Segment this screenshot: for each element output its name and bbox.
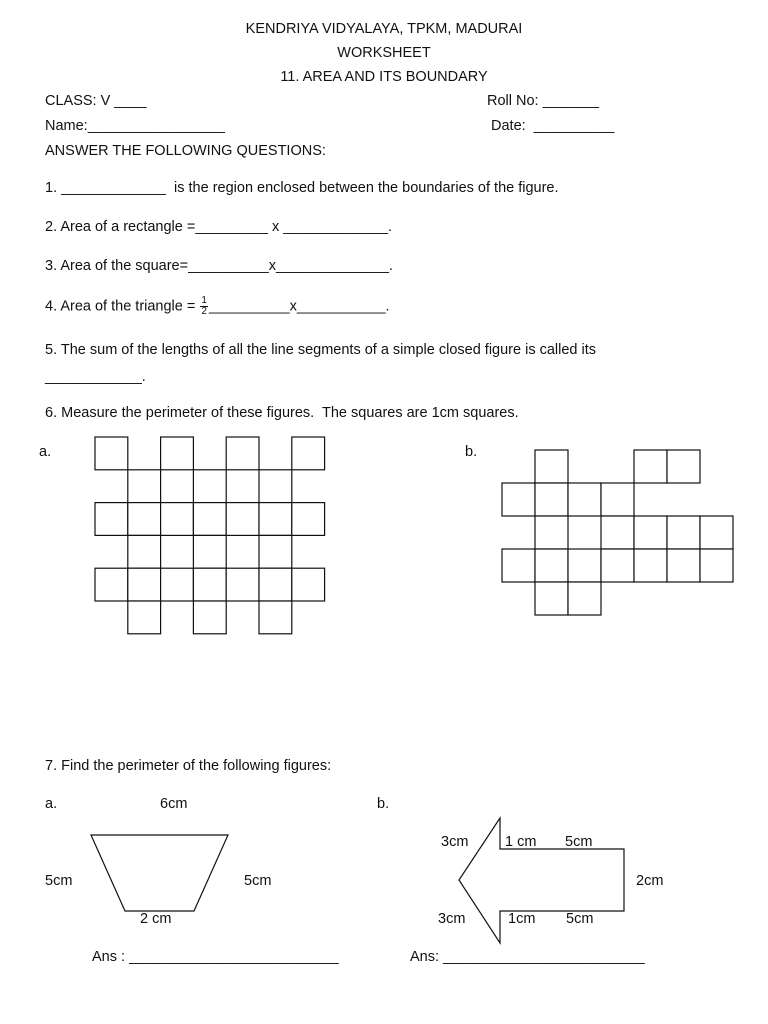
question-5: 5. The sum of the lengths of all the line segments of a simple closed figure is called its — [45, 342, 597, 358]
grid-a-square — [292, 568, 325, 601]
grid-a-square — [259, 503, 292, 536]
grid-a-square — [161, 503, 194, 536]
grid-a-square — [226, 437, 259, 470]
grid-b-square — [535, 516, 568, 549]
grid-a-square — [95, 437, 128, 470]
grid-a-square — [128, 568, 161, 601]
grid-a-square — [259, 470, 292, 503]
grid-b-square — [568, 549, 601, 582]
trapezoid-left-label: 5cm — [45, 873, 73, 889]
grid-a-square — [193, 503, 226, 536]
grid-b-square — [634, 516, 667, 549]
arrow-upper-notch-label: 1 cm — [505, 834, 537, 850]
grid-b-square — [700, 549, 733, 582]
arrow-lower-notch-label: 1cm — [508, 911, 536, 927]
grid-a-square — [128, 470, 161, 503]
arrow-lower-body-label: 5cm — [566, 911, 594, 927]
arrow-lower-head-label: 3cm — [438, 911, 466, 927]
grid-b-square — [667, 450, 700, 483]
grid-b-square — [601, 516, 634, 549]
worksheet-title: WORKSHEET — [337, 45, 431, 61]
grid-a-square — [226, 568, 259, 601]
grid-a-square — [161, 568, 194, 601]
grid-a-square — [193, 535, 226, 568]
grid-a-square — [193, 601, 226, 634]
question-7b-label: b. — [377, 796, 390, 812]
grid-a-square — [128, 503, 161, 536]
question-2: 2. Area of a rectangle =_________ x _____________. — [45, 219, 393, 235]
question-1: 1. _____________ is the region enclosed between the boundaries of the figure. — [45, 180, 559, 196]
grid-b-square — [601, 483, 634, 516]
fraction-numerator: 1 — [201, 295, 207, 306]
question-6a-label: a. — [39, 444, 52, 460]
grid-a-square — [292, 437, 325, 470]
grid-b-square — [502, 549, 535, 582]
grid-b-square — [568, 483, 601, 516]
grid-a-square — [128, 601, 161, 634]
grid-b-square — [502, 483, 535, 516]
trapezoid-top-label: 6cm — [160, 796, 188, 812]
question-5-blank: ____________. — [45, 369, 146, 385]
question-7: 7. Find the perimeter of the following figures: — [45, 758, 332, 774]
grid-b-square — [535, 450, 568, 483]
question-4-prefix: 4. Area of the triangle = — [45, 298, 200, 315]
grid-a-square — [193, 568, 226, 601]
roll-no-field: Roll No: _______ — [487, 93, 600, 109]
trapezoid-figure — [91, 835, 228, 911]
question-6: 6. Measure the perimeter of these figures. The squares are 1cm squares. — [45, 405, 519, 421]
grid-a-square — [161, 437, 194, 470]
trapezoid-right-label: 5cm — [244, 873, 272, 889]
question-6b-label: b. — [465, 444, 478, 460]
instruction-heading: ANSWER THE FOLLOWING QUESTIONS: — [45, 143, 326, 159]
grid-a-square — [95, 503, 128, 536]
grid-figure-a — [95, 437, 325, 634]
grid-b-square — [667, 516, 700, 549]
grid-a-square — [128, 535, 161, 568]
grid-b-square — [634, 450, 667, 483]
grid-b-square — [700, 516, 733, 549]
grid-a-square — [193, 470, 226, 503]
arrow-right-label: 2cm — [636, 873, 664, 889]
arrow-figure — [459, 818, 624, 943]
question-4-suffix: __________x___________. — [208, 298, 390, 315]
chapter-title: 11. AREA AND ITS BOUNDARY — [280, 69, 488, 85]
grid-b-square — [568, 582, 601, 615]
grid-a-square — [292, 503, 325, 536]
grid-b-square — [535, 582, 568, 615]
grid-b-square — [535, 483, 568, 516]
grid-a-square — [259, 601, 292, 634]
grid-b-square — [634, 549, 667, 582]
question-3: 3. Area of the square=__________x______________. — [45, 258, 393, 274]
class-field: CLASS: V ____ — [45, 93, 147, 109]
grid-a-square — [95, 568, 128, 601]
arrow-upper-head-label: 3cm — [441, 834, 469, 850]
trapezoid-bottom-label: 2 cm — [140, 911, 172, 927]
answer-7b: Ans: _________________________ — [410, 949, 645, 965]
grid-a-square — [226, 503, 259, 536]
grid-b-square — [667, 549, 700, 582]
grid-a-square — [259, 535, 292, 568]
grid-figure-b — [502, 450, 733, 615]
answer-7a: Ans : __________________________ — [92, 949, 339, 965]
school-title: KENDRIYA VIDYALAYA, TPKM, MADURAI — [245, 21, 523, 37]
grid-a-square — [259, 568, 292, 601]
date-field: Date: __________ — [491, 118, 615, 134]
name-field: Name:_________________ — [45, 118, 225, 134]
grid-b-square — [601, 549, 634, 582]
arrow-upper-body-label: 5cm — [565, 834, 593, 850]
grid-b-square — [535, 549, 568, 582]
fraction-denominator: 2 — [201, 306, 207, 317]
question-7a-label: a. — [45, 796, 58, 812]
